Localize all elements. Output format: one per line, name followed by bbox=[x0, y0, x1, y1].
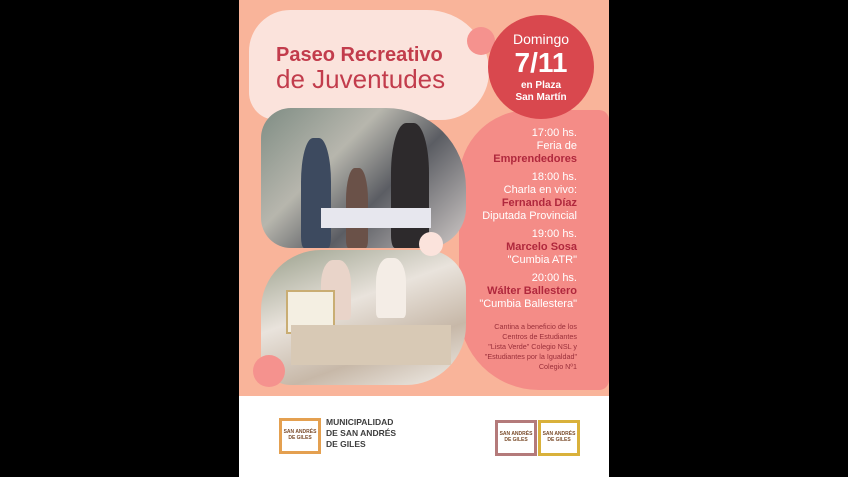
schedule-highlight: Emprendedores bbox=[493, 153, 577, 165]
decor-dot bbox=[253, 355, 285, 387]
logo-text: SAN ANDRÉS DE GILES bbox=[283, 429, 317, 441]
schedule-time: 18:00 hs. bbox=[531, 171, 577, 183]
schedule-highlight: Marcelo Sosa bbox=[506, 241, 577, 253]
municipality-logo bbox=[279, 418, 321, 454]
date-number: 7/11 bbox=[514, 47, 568, 78]
schedule-item bbox=[479, 272, 577, 311]
schedule-highlight: Wálter Ballestero bbox=[487, 285, 577, 297]
schedule-item bbox=[506, 228, 577, 267]
schedule-item bbox=[482, 171, 577, 223]
schedule-text: "Cumbia Ballestera" bbox=[479, 298, 577, 310]
schedule-text: Feria de bbox=[536, 140, 577, 152]
schedule-text: "Cumbia ATR" bbox=[507, 254, 577, 266]
municipality-line: MUNICIPALIDAD bbox=[326, 417, 394, 427]
note-line: Cantina a beneficio de los bbox=[494, 322, 577, 331]
photo-market-visitors bbox=[261, 108, 466, 248]
date-day: Domingo bbox=[512, 31, 570, 47]
logo-text: SAN ANDRÉS DE GILES bbox=[542, 431, 576, 443]
schedule-time: 19:00 hs. bbox=[531, 228, 577, 240]
schedule-text: Charla en vivo: bbox=[503, 184, 577, 196]
youth-logo bbox=[495, 420, 537, 456]
schedule-highlight: Fernanda Díaz bbox=[501, 197, 577, 209]
place-line-2: San Martín bbox=[515, 92, 567, 103]
municipality-line: DE GILES bbox=[326, 439, 366, 449]
decor-dot bbox=[419, 232, 443, 256]
footer bbox=[239, 396, 609, 477]
culture-logo bbox=[538, 420, 580, 456]
schedule-time: 17:00 hs. bbox=[531, 127, 577, 139]
schedule-text: Diputada Provincial bbox=[482, 210, 577, 222]
title-line-1: Paseo Recreativo bbox=[276, 44, 443, 66]
note-line: Centros de Estudiantes bbox=[502, 332, 577, 341]
cantina-note bbox=[407, 322, 577, 372]
logo-text: SAN ANDRÉS DE GILES bbox=[499, 431, 533, 443]
note-line: Colegio Nº1 bbox=[538, 362, 577, 371]
schedule-item bbox=[493, 127, 577, 166]
date-place bbox=[488, 80, 594, 104]
schedule-time: 20:00 hs. bbox=[531, 272, 577, 284]
municipality-name bbox=[326, 417, 396, 450]
note-line: "Estudiantes por la Igualdad" bbox=[484, 352, 577, 361]
municipality-line: DE SAN ANDRÉS bbox=[326, 428, 397, 438]
title-line-2: de Juventudes bbox=[276, 64, 446, 94]
place-line-1: en Plaza bbox=[520, 80, 562, 91]
note-line: "Lista Verde" Colegio NSL y bbox=[488, 342, 577, 351]
